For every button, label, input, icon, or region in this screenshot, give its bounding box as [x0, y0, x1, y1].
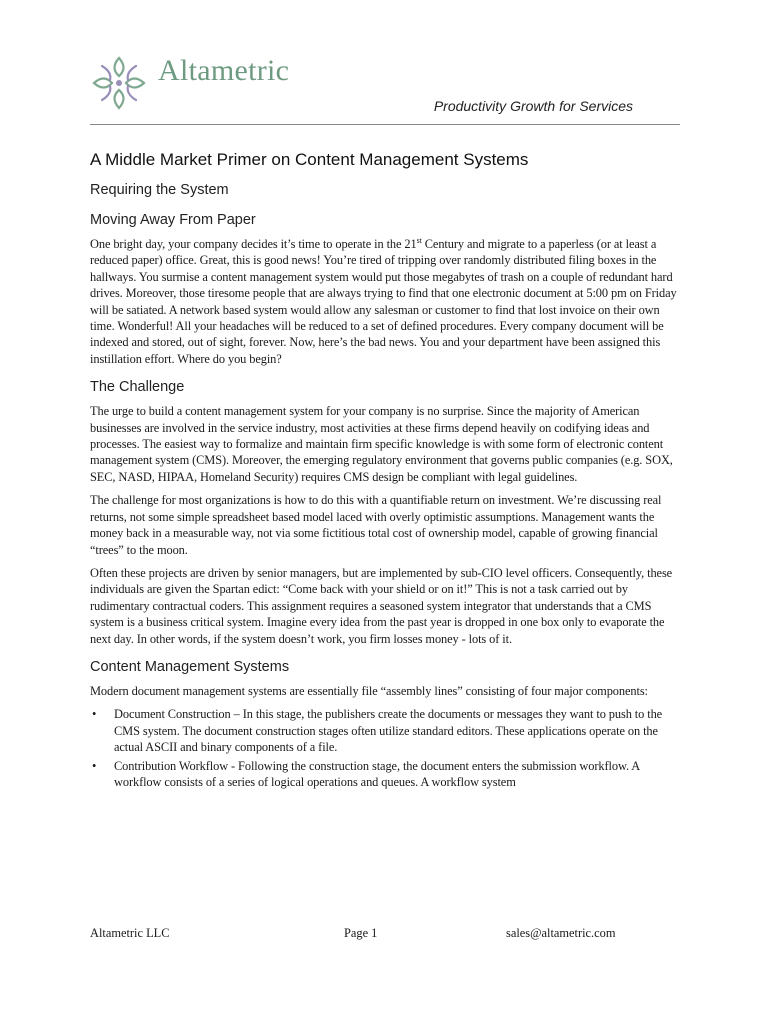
logo-text: Altametric — [158, 54, 290, 87]
list-item: • Document Construction – In this stage, the publishers create the documents or messages they want to push to the CMS system. The document construction stages often utilize standard editors. These applications operate on the actual ASCII and binary components of a file. — [90, 706, 680, 755]
document-content — [90, 150, 680, 792]
header-divider — [90, 124, 680, 125]
footer-company: Altametric LLC — [90, 926, 170, 940]
altametric-logo-icon — [88, 52, 150, 114]
paragraph-cms-intro: Modern document management systems are essentially file “assembly lines” consisting of four major components: — [90, 683, 648, 698]
page-header — [0, 0, 768, 130]
paragraph-challenge-2: The challenge for most organizations is how to do this with a quantifiable return on investment. We’re discussing real returns, not some simple spreadsheet based model laced with overly optimistic assumptions. Management wants the money back in a measurable way, not via some fictitious total cost of ownership model, capable of growing financial “trees” to the moon. — [90, 493, 662, 557]
page-footer — [90, 926, 680, 944]
paragraph-moving-away: One bright day, your company decides it’s time to operate in the 21st Century and migrate to a paperless (or at least a reduced paper) office. Great, this is good news! You’re tired of tripping over randomly distributed filing boxes in the hallways. You surmise a content management system would put those megabytes of trash on a couple of redundant hard drives. Moreover, those tiresome people that are always trying to find that one electronic document at 5:00 pm on Friday will be satiated. A network based system would allow any salesman or customer to find that lost invoice on their own time. Wonderful! All your headaches will be reduced to a set of defined procedures. Every company document will be indexed and stored, out of sight, forever. Now, here’s the bad news. You and your department have been assigned this instillation effort. Where do you begin? — [90, 235, 677, 366]
subsection-heading-cms: Content Management Systems — [90, 658, 290, 675]
document-title: A Middle Market Primer on Content Management Systems — [90, 150, 529, 169]
page-body — [0, 150, 768, 895]
subsection-heading-challenge: The Challenge — [90, 379, 185, 396]
list-item: • Contribution Workflow - Following the construction stage, the document enters the submission workflow. A workflow consists of a series of logical operations and queues. A workflow system — [90, 758, 680, 791]
tagline: Productivity Growth for Services — [433, 98, 633, 114]
section-heading: Requiring the System — [90, 182, 229, 198]
cms-component-list — [90, 706, 680, 790]
footer-page-number: Page 1 — [344, 926, 378, 940]
footer-email: sales@altametric.com — [506, 926, 616, 940]
subsection-heading-moving-away: Moving Away From Paper — [90, 212, 256, 228]
paragraph-challenge-3: Often these projects are driven by senior managers, but are implemented by sub-CIO level officers. Consequently, these individuals are given the Spartan edict: “Come back with your shield or on it!” This is not a task carried out by rudimentary contractual coders. This assignment requires a seasoned system integrator that understands that a CMS system is a business critical system. Imagine every idea from the past year is dropped in one box only to evaporate the next day. In other words, if the system doesn’t work, you firm losses money - lots of it. — [90, 565, 673, 646]
paragraph-challenge-1: The urge to build a content management system for your company is no surprise. Since the majority of American businesses are involved in the service industry, most activities at these firms depend heavily on codifying ideas and processes. The easiest way to formalize and maintain firm specific knowledge is with some form of electronic content management system (CMS). Moreover, the emerging regulatory environment that governs public companies (e.g. SOX, SEC, NASD, HIPAA, Homeland Security) requires CMS design be compliant with legal guidelines. — [90, 404, 673, 484]
